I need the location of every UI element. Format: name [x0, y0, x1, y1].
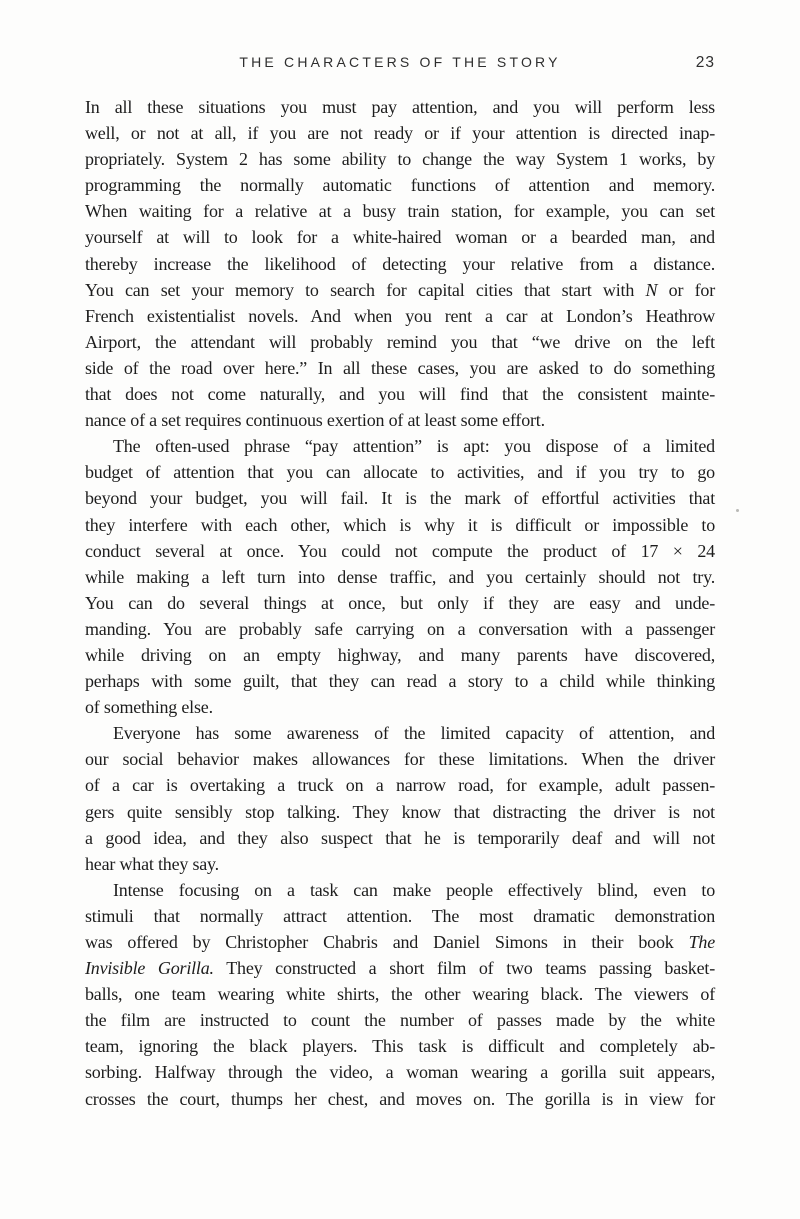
text-line [85, 981, 715, 1007]
text-run: sorbing. Halfway through the video, a woman wearing a gorilla suit appears, [85, 1062, 715, 1083]
text-line [85, 485, 715, 511]
text-run: perhaps with some guilt, that they can read a story to a child while thinking [85, 671, 715, 692]
text-line [85, 512, 715, 538]
text-run: You can do several things at once, but only if they are easy and unde- [85, 592, 715, 613]
chapter-title: THE CHARACTERS OF THE STORY [239, 54, 561, 70]
text-line [85, 851, 715, 877]
text-run: was offered by Christopher Chabris and Daniel Simons in their book [85, 932, 689, 952]
text-run: conduct several at once. You could not compute the product of 17 × 24 [85, 540, 715, 561]
text-line [85, 94, 715, 120]
text-line [85, 459, 715, 485]
text-line [85, 146, 715, 172]
text-line [85, 1033, 715, 1059]
text-line [85, 355, 715, 381]
text-line [85, 929, 715, 955]
text-line [85, 564, 715, 590]
page-number: 23 [695, 54, 715, 71]
text-run: The often-used phrase “pay attention” is apt: you dispose of a limited [113, 436, 715, 457]
text-run: thereby increase the likelihood of detecting your relative from a distance. [85, 253, 715, 274]
text-run: The [688, 932, 715, 952]
text-run: Invisible Gorilla. [85, 958, 214, 979]
text-run: When waiting for a relative at a busy train station, for example, you can set [85, 201, 715, 222]
text-run: N [645, 279, 658, 300]
text-run: crosses the court, thumps her chest, and moves on. The gorilla is in view for [85, 1088, 715, 1109]
text-line [85, 251, 715, 277]
text-line [85, 538, 715, 564]
text-line [85, 120, 715, 146]
text-run: You can set your memory to search for capital cities that start with [85, 279, 646, 300]
text-run: while making a left turn into dense traffic, and you certainly should not try. [85, 566, 715, 587]
text-run: team, ignoring the black players. This task is difficult and completely ab- [85, 1036, 715, 1057]
text-run: of a car is overtaking a truck on a narrow road, for example, adult passen- [85, 775, 715, 796]
paragraph [85, 433, 715, 720]
text-line [85, 877, 715, 903]
text-run: they interfere with each other, which is why it is difficult or impossible to [85, 514, 715, 535]
page-body [85, 94, 715, 1112]
text-line [85, 1059, 715, 1085]
paragraph [85, 720, 715, 877]
text-line [85, 1007, 715, 1033]
text-run: that does not come naturally, and you will find that the consistent mainte- [85, 384, 715, 405]
text-run: or for [657, 279, 715, 300]
text-run: They constructed a short film of two teams passing basket- [213, 958, 715, 979]
text-run: Everyone has some awareness of the limited capacity of attention, and [113, 723, 715, 744]
text-run: nance of a set requires continuous exertion of at least some effort. [85, 410, 545, 431]
text-line [85, 825, 715, 851]
text-run: budget of attention that you can allocate to activities, and if you try to go [85, 462, 715, 483]
text-run: of something else. [85, 697, 213, 718]
running-header [85, 54, 715, 76]
text-line [85, 616, 715, 642]
text-line [85, 224, 715, 250]
text-line [85, 172, 715, 198]
paragraph [85, 877, 715, 1112]
text-run: In all these situations you must pay attention, and you will perform less [85, 97, 715, 117]
text-line [85, 903, 715, 929]
text-run: stimuli that normally attract attention. The most dramatic demonstration [85, 905, 715, 926]
text-run: manding. You are probably safe carrying on a conversation with a passenger [85, 618, 715, 639]
text-run: while driving on an empty highway, and many parents have discovered, [85, 644, 715, 665]
text-run: programming the normally automatic functions of attention and memory. [85, 175, 715, 196]
text-run: the film are instructed to count the number of passes made by the white [85, 1010, 715, 1031]
text-run: a good idea, and they also suspect that he is temporarily deaf and will not [85, 827, 715, 848]
text-line [85, 381, 715, 407]
text-line [85, 277, 715, 303]
text-run: Airport, the attendant will probably remind you that “we drive on the left [85, 331, 715, 352]
text-run: beyond your budget, you will fail. It is the mark of effortful activities that [85, 488, 715, 509]
text-run: balls, one team wearing white shirts, the other wearing black. The viewers of [85, 984, 715, 1005]
text-run: Intense focusing on a task can make people effectively blind, even to [113, 879, 715, 900]
text-run: propriately. System 2 has some ability to change the way System 1 works, by [85, 149, 715, 170]
text-line [85, 329, 715, 355]
text-run: hear what they say. [85, 853, 219, 874]
text-run: well, or not at all, if you are not ready or if your attention is directed inap- [85, 123, 715, 144]
text-line [85, 720, 715, 746]
text-run: gers quite sensibly stop talking. They know that distracting the driver is not [85, 801, 715, 822]
text-line [85, 746, 715, 772]
text-line [85, 303, 715, 329]
text-run: side of the road over here.” In all these cases, you are asked to do something [85, 357, 715, 378]
text-line [85, 407, 715, 433]
text-line [85, 590, 715, 616]
text-line [85, 772, 715, 798]
paragraph [85, 94, 715, 433]
text-line [85, 799, 715, 825]
text-run: French existentialist novels. And when you rent a car at London’s Heathrow [85, 305, 715, 326]
text-line [85, 955, 715, 981]
text-line [85, 1086, 715, 1112]
text-line [85, 642, 715, 668]
text-line [85, 694, 715, 720]
text-run: yourself at will to look for a white-haired woman or a bearded man, and [85, 227, 715, 248]
text-line [85, 433, 715, 459]
text-line [85, 198, 715, 224]
text-line [85, 668, 715, 694]
text-run: our social behavior makes allowances for these limitations. When the driver [85, 749, 715, 770]
scan-artifact-dot [736, 509, 739, 512]
